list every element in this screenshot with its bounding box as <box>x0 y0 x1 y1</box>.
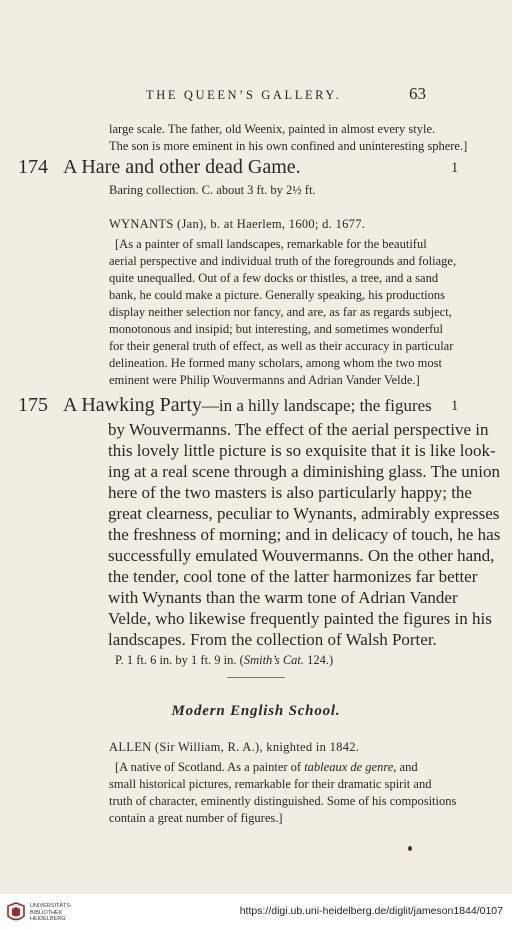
detail-size: P. 1 ft. 6 in. by 1 ft. 9 in. ( <box>115 653 244 667</box>
bio-line: contain a great number of figures.] <box>109 811 283 825</box>
entry-text-line: the tender, cool tone of the latter harmonizes far better <box>108 567 478 586</box>
ink-spot <box>408 846 412 851</box>
margin-number: 1 <box>451 160 459 176</box>
bio-text: and <box>396 760 418 774</box>
library-name <box>30 903 72 923</box>
detail-catalogue: Smith’s Cat. <box>243 653 305 667</box>
source-url-link[interactable]: https://digi.ub.uni-heidelberg.de/diglit/jameson1844/0107 <box>239 905 503 917</box>
library-name-line: BIBLIOTHEK <box>30 909 63 916</box>
entry-title: A Hawking Party <box>63 394 202 416</box>
entry-text-line: successfully emulated Wouvermanns. On the other hand, <box>108 546 495 565</box>
artist-heading: ALLEN (Sir William, R. A.), knighted in 1842. <box>109 740 360 754</box>
bio-line: small historical pictures, remarkable for their dramatic spirit and <box>109 777 432 791</box>
entry-174-heading <box>18 156 301 179</box>
entry-number: 175 <box>18 394 48 416</box>
running-head: THE QUEEN’S GALLERY. <box>146 88 342 102</box>
entry-title-rest: —in a hilly landscape; the figures <box>201 396 432 415</box>
section-divider <box>227 677 285 678</box>
intro-line: large scale. The father, old Weenix, painted in almost every style. <box>109 122 436 136</box>
bio-italic: tableaux de genre, <box>304 760 397 774</box>
page-header <box>0 84 512 104</box>
bio-line: truth of character, eminently distinguished. Some of his compositions <box>109 794 457 808</box>
page-number: 63 <box>409 84 426 103</box>
bio-text: [A native of Scotland. As a painter of <box>115 760 305 774</box>
entry-text-line: great clearness, peculiar to Wynants, admirably expresses <box>108 504 500 523</box>
library-name-line: UNIVERSITÄTS- <box>30 903 72 909</box>
entry-text-line: ing at a real scene through a diminishing glass. The union <box>108 462 501 481</box>
bio-line: quite unequalled. Out of a few docks or thistles, a tree, and a sand <box>109 271 439 285</box>
bio-line: bank, he could make a picture. Generally speaking, his productions <box>109 288 446 302</box>
entry-text-line: this lovely little picture is so exquisite that it is like look- <box>108 441 496 460</box>
entry-text-line: with Wynants than the warm tone of Adrian Vander <box>108 588 458 607</box>
entry-text-line: the freshness of morning; and in delicacy of touch, he has <box>108 525 501 544</box>
entry-detail: Baring collection. C. about 3 ft. by 2½ ft. <box>109 183 316 197</box>
bio-line: eminent were Philip Wouvermanns and Adrian Vander Velde.] <box>109 373 420 387</box>
library-name-line: HEIDELBERG <box>30 916 66 922</box>
bio-line: delineation. He formed many scholars, among whom the two most <box>109 356 442 370</box>
entry-text-line: Velde, who likewise frequently painted the figures in his <box>108 609 492 628</box>
entry-text-line: landscapes. From the collection of Walsh Porter. <box>108 630 437 649</box>
section-title: Modern English School. <box>171 703 341 719</box>
margin-number: 1 <box>451 398 459 414</box>
entry-text-line: here of the two masters is also particularly happy; the <box>108 483 472 502</box>
bio-line: display neither selection nor fancy, and are, as far as regards subject, <box>109 305 452 319</box>
entry-title: A Hare and other dead Game. <box>63 156 301 178</box>
bio-line: for their general truth of effect, as well as their accuracy in particular <box>109 339 454 353</box>
detail-number: 124.) <box>304 653 334 667</box>
bio-line: [As a painter of small landscapes, remarkable for the beautiful <box>115 237 427 251</box>
artist-heading: WYNANTS (Jan), b. at Haerlem, 1600; d. 1677. <box>109 217 366 231</box>
entry-detail <box>115 652 333 669</box>
bio-line: monotonous and insipid; but interesting, and sometimes wonderful <box>109 322 443 336</box>
viewer-footer <box>0 894 512 929</box>
entry-number: 174 <box>18 156 48 178</box>
entry-text-line: by Wouvermanns. The effect of the aerial perspective in <box>108 420 489 439</box>
library-logo-icon <box>6 902 26 924</box>
entry-175-heading <box>18 394 432 417</box>
bio-line: aerial perspective and individual truth of the foregrounds and foliage, <box>109 254 457 268</box>
intro-line: The son is more eminent in his own confined and uninteresting sphere.] <box>109 139 468 153</box>
bio-line <box>115 759 418 776</box>
